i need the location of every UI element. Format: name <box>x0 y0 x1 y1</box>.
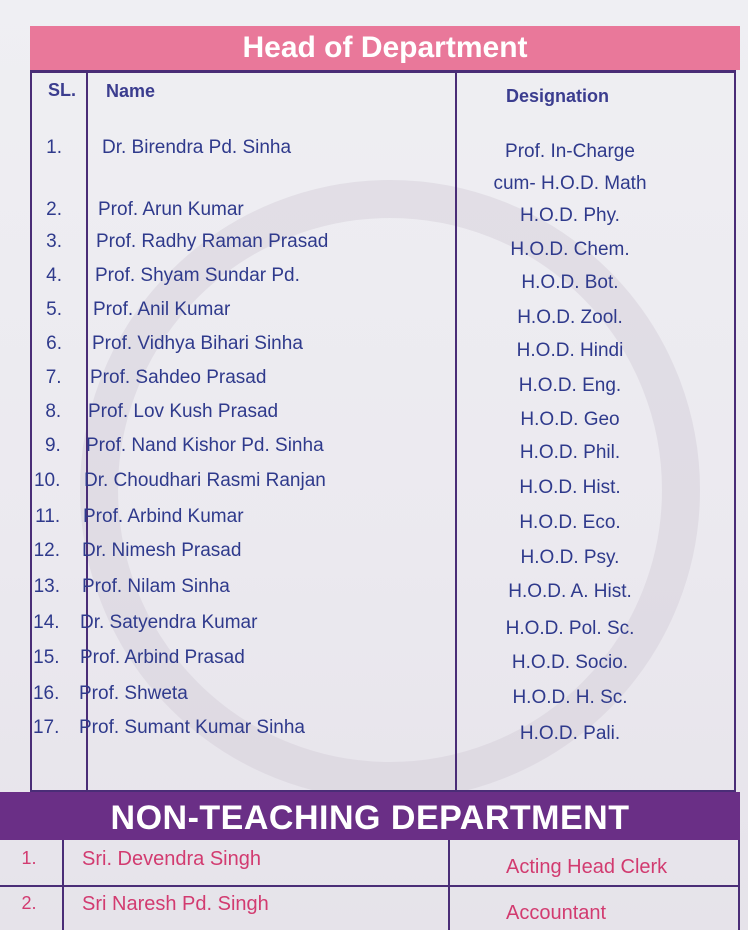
table-row <box>0 401 748 433</box>
table-row <box>0 576 748 608</box>
designation-cell: H.O.D. Eco. <box>519 512 621 533</box>
table-row <box>0 647 748 679</box>
designation-cell: Acting Head Clerk <box>506 856 668 878</box>
sl-cell: 12. <box>33 540 60 561</box>
sl-cell: 9. <box>44 435 61 456</box>
sl-cell: 1. <box>21 848 37 868</box>
designation-cell: H.O.D. Hist. <box>519 477 621 498</box>
sl-header: SL. <box>48 80 77 100</box>
table-row <box>0 470 748 502</box>
name-cell: Prof. Shyam Sundar Pd. <box>95 265 300 286</box>
name-header: Name <box>106 81 156 101</box>
name-cell: Prof. Vidhya Bihari Sinha <box>92 333 303 354</box>
sl-cell: 2. <box>21 893 37 913</box>
table-row <box>0 199 748 231</box>
designation-cell: Prof. In-Charge <box>505 141 635 162</box>
designation-cell: Accountant <box>506 902 607 924</box>
name-cell: Prof. Radhy Raman Prasad <box>96 231 329 252</box>
designation-cell: H.O.D. Chem. <box>510 239 630 260</box>
table-row <box>0 683 748 715</box>
designation-cell: H.O.D. Bot. <box>521 272 619 293</box>
designation-cell: H.O.D. A. Hist. <box>508 581 632 602</box>
non-teaching-title: NON-TEACHING DEPARTMENT <box>0 792 740 840</box>
name-cell: Dr. Nimesh Prasad <box>82 540 242 561</box>
designation-cell: H.O.D. Psy. <box>520 547 620 568</box>
name-cell: Prof. Sumant Kumar Sinha <box>79 717 305 738</box>
name-cell: Sri. Devendra Singh <box>82 848 261 870</box>
name-cell: Prof. Sahdeo Prasad <box>90 367 267 388</box>
table-row <box>0 367 748 399</box>
designation-header: Designation <box>506 86 610 106</box>
designation-cell: H.O.D. Hindi <box>516 340 624 361</box>
sl-cell: 8. <box>45 401 62 422</box>
name-cell: Prof. Anil Kumar <box>93 299 231 320</box>
sl-cell: 13. <box>33 576 60 597</box>
sl-cell: 10. <box>33 470 61 491</box>
name-cell: Sri Naresh Pd. Singh <box>82 893 269 915</box>
designation-cell: H.O.D. Pali. <box>519 723 621 744</box>
sl-cell: 4. <box>46 265 62 286</box>
name-cell: Prof. Nilam Sinha <box>82 576 230 597</box>
sl-cell: 17. <box>32 717 60 738</box>
name-cell: Prof. Shweta <box>79 683 188 704</box>
designation-cell: H.O.D. Socio. <box>511 652 629 673</box>
sl-cell: 5. <box>46 299 62 320</box>
sl-cell: 16. <box>32 683 60 704</box>
designation-cell: H.O.D. Pol. Sc. <box>505 618 635 639</box>
sl-cell: 2. <box>46 199 62 220</box>
designation-cell: H.O.D. Phil. <box>519 442 621 463</box>
name-cell: Prof. Nand Kishor Pd. Sinha <box>86 435 324 456</box>
designation-cell: H.O.D. Eng. <box>518 375 622 396</box>
name-cell: Prof. Arbind Kumar <box>83 506 244 527</box>
sl-cell: 6. <box>46 333 62 354</box>
name-cell: Prof. Lov Kush Prasad <box>88 401 279 422</box>
sl-cell: 1. <box>46 137 62 158</box>
row-divider <box>0 885 740 887</box>
table-row <box>0 333 748 365</box>
designation-continuation: cum- H.O.D. Math <box>493 173 647 194</box>
table-row <box>0 265 748 297</box>
name-cell: Prof. Arun Kumar <box>98 199 244 220</box>
table-row <box>0 137 748 169</box>
designation-cell: H.O.D. Phy. <box>520 205 620 226</box>
sl-cell: 15. <box>33 647 60 668</box>
sl-cell: 7. <box>45 367 62 388</box>
table-row <box>0 299 748 331</box>
sl-cell: 14. <box>33 612 60 633</box>
table-row <box>0 231 748 263</box>
table-row <box>0 506 748 538</box>
name-cell: Dr. Choudhari Rasmi Ranjan <box>84 470 326 491</box>
designation-cell: H.O.D. Zool. <box>517 307 623 328</box>
sl-cell: 11. <box>35 506 61 527</box>
table-row <box>0 717 748 749</box>
hod-title: Head of Department <box>30 26 740 70</box>
table-row <box>0 540 748 572</box>
table-row <box>0 612 748 644</box>
name-cell: Dr. Satyendra Kumar <box>80 612 258 633</box>
sl-cell: 3. <box>46 231 62 252</box>
name-cell: Prof. Arbind Prasad <box>80 647 245 668</box>
designation-cell: H.O.D. H. Sc. <box>512 687 628 708</box>
designation-cell: H.O.D. Geo <box>520 409 620 430</box>
table-row <box>0 435 748 467</box>
name-cell: Dr. Birendra Pd. Sinha <box>102 137 292 158</box>
